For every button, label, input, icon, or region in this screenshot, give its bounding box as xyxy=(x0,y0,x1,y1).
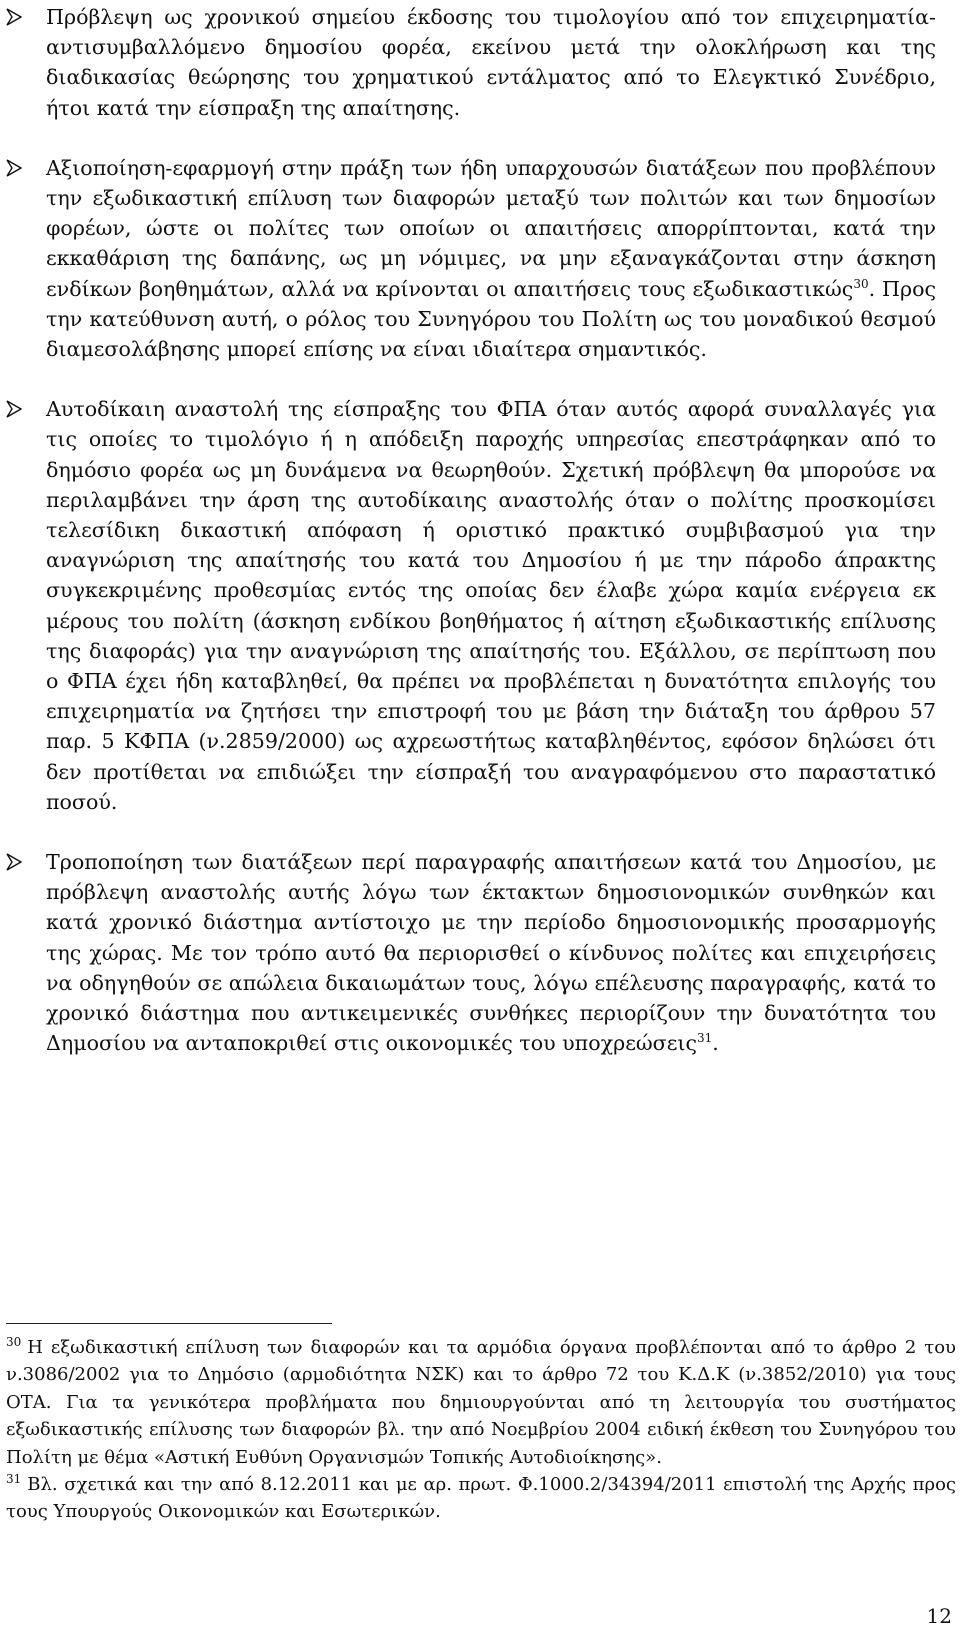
bullet-text: Αυτοδίκαιη αναστολή της είσπραξης του ΦΠΑ όταν αυτός αφορά συναλλαγές για τις οποίες το τιμολόγιο ή η απόδειξη παροχής υπηρεσίας επεστράφηκαν από το δημόσιο φορέα ως μη δυνάμενα να θεωρηθούν. Σχετική πρόβλεψη θα μπορούσε να περιλαμβάνει την άρση της αυτοδίκαιης αναστολής όταν ο πολίτης προσκομίσει τελεσίδικη δικαστική απόφαση ή οριστικό πρακτικό συμβιβασμού για την αναγνώριση της απαίτησής του κατά του Δημοσίου ή με την πάροδο άπρακτης συγκεκριμένης προθεσμίας εντός της οποίας δεν έλαβε χώρα καμία ενέργεια εκ μέρους του πολίτη (άσκηση ενδίκου βοηθήματος ή αίτηση εξωδικαστικής επίλυσης της διαφοράς) για την αναγνώριση της απαίτησής του. Εξάλλου, σε περίπτωση που ο ΦΠΑ έχει ήδη καταβληθεί, θα πρέπει να προβλέπεται η δυνατότητα επιλογής του επιχειρηματία να ζητήσει την επιστροφή του με βάση την διάταξη του άρθρου 57 παρ. 5 ΚΦΠΑ (ν.2859/2000) ως αχρεωστήτως καταβληθέντος, εφόσον δηλώσει ότι δεν προτίθεται να επιδιώξει την είσπραξή του αναγραφόμενου στο παραστατικό ποσού. xyxy=(46,397,936,814)
footnote-text: Βλ. σχετικά και την από 8.12.2011 και με αρ. πρωτ. Φ.1000.2/34394/2011 επιστολή της Αρχής προς τους Υπουργούς Οικονομικών και Εσωτερικών. xyxy=(6,1474,956,1523)
bullet-text: Πρόβλεψη ως χρονικού σημείου έκδοσης του τιμολογίου από τον επιχειρηματία-αντισυμβαλλόμενο δημοσίου φορέα, εκείνου μετά την ολοκλήρωση και της διαδικασίας θεώρησης του χρηματικού εντάλματος από το Ελεγκτικό Συνέδριο, ήτοι κατά την είσπραξη της απαίτησης. xyxy=(46,5,936,120)
bullet-text: Αξιοποίηση-εφαρμογή στην πράξη των ήδη υπαρχουσών διατάξεων που προβλέπουν την εξωδικαστική επίλυση των διαφορών μεταξύ των πολιτών και των δημοσίων φορέων, ώστε οι πολίτες των οποίων οι απαιτήσεις απορρίπτονται, κατά την εκκαθάριση της δαπάνης, ως μη νόμιμες, να μην εξαναγκάζονται στην άσκηση ενδίκων βοηθημάτων, αλλά να κρίνονται οι απαιτήσεις τους εξωδικαστικώς$^{30}$. Προς την κατεύθυνση αυτή, ο ρόλος του Συνηγόρου του Πολίτη ως του μοναδικού θεσμού διαμεσολάβησης μπορεί επίσης να είναι ιδιαίτερα σημαντικός. xyxy=(46,155,936,362)
arrowhead-bullet-icon xyxy=(6,853,22,871)
footnote-ref[interactable]: 30 xyxy=(853,276,869,291)
footnote-ref[interactable]: 31 xyxy=(697,1031,713,1046)
arrowhead-bullet-icon xyxy=(6,159,22,177)
bullet-list xyxy=(0,2,960,1089)
arrowhead-bullet-icon xyxy=(6,8,22,26)
page-number: 12 xyxy=(926,1604,952,1628)
bullet-item xyxy=(0,847,936,1058)
footnote-number: 31 xyxy=(6,1472,22,1487)
bullet-item xyxy=(0,153,936,364)
footnote-text: Η εξωδικαστική επίλυση των διαφορών και τα αρμόδια όργανα προβλέπονται από το άρθρο 2 του ν.3086/2002 για το Δημόσιο (αρμοδιότητα ΝΣΚ) και το άρθρο 72 του Κ.Δ.Κ (ν.3852/2010) για τους ΟΤΑ. Για τα γενικότερα προβλήματα που δημιουργούνται από τη λειτουργία του συστήματος εξωδικαστικής επίλυσης των διαφορών βλ. την από Νοεμβρίου 2004 ειδική έκθεση του Συνηγόρου του Πολίτη με θέμα «Αστική Ευθύνη Οργανισμών Τοπικής Αυτοδιοίκησης». xyxy=(6,1337,956,1468)
arrowhead-bullet-icon xyxy=(6,400,22,418)
footnote-separator xyxy=(6,1323,332,1324)
bullet-item xyxy=(0,2,936,123)
bullet-text: Τροποποίηση των διατάξεων περί παραγραφής απαιτήσεων κατά του Δημοσίου, με πρόβλεψη αναστολής αυτής λόγω των έκτακτων δημοσιονομικών συνθηκών και κατά χρονικό διάστημα αντίστοιχο με την περίοδο δημοσιονομικής προσαρμογής της χώρας. Με τον τρόπο αυτό θα περιορισθεί ο κίνδυνος πολίτες και επιχειρήσεις να οδηγηθούν σε απώλεια δικαιωμάτων τους, λόγω επέλευσης παραγραφής, κατά το χρονικό διάστημα που αντικειμενικές συνθήκες περιορίζουν την δυνατότητα του Δημοσίου να ανταποκριθεί στις οικονομικές του υποχρεώσεις$^{31}$. xyxy=(46,850,936,1056)
footnote-number: 30 xyxy=(6,1335,22,1349)
footnotes xyxy=(6,1334,956,1526)
footnote xyxy=(6,1334,956,1471)
footnote xyxy=(6,1471,956,1526)
bullet-item xyxy=(0,394,936,817)
